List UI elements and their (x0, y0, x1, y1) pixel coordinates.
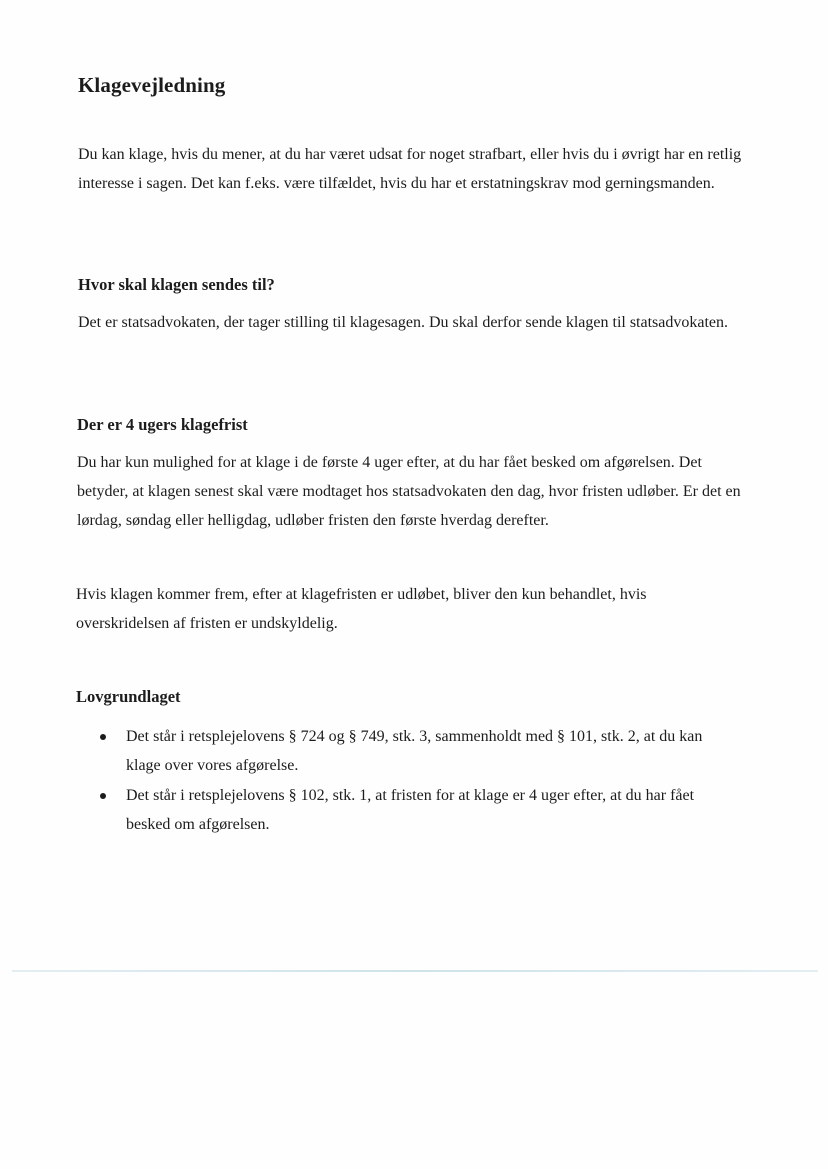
legal-basis-list (100, 722, 740, 840)
section-heading-recipient: Hvor skal klagen sendes til? (78, 275, 275, 294)
list-item-text: Det står i retsplejelovens § 724 og § 749, stk. 3, sammenholdt med § 101, stk. 2, at du kan klage over vores afgørelse. (126, 728, 703, 774)
intro-paragraph: Du kan klage, hvis du mener, at du har været udsat for noget strafbart, eller hvis du i øvrigt har en retlig interesse i sagen. Det kan f.eks. være tilfældet, hvis du har et erstatningskrav mod gerningsmanden. (78, 146, 742, 192)
document-title: Klagevejledning (78, 73, 226, 97)
page-divider (12, 970, 818, 972)
late-complaint-paragraph: Hvis klagen kommer frem, efter at klagefristen er udløbet, bliver den kun behandlet, hvis overskridelsen af fristen er undskyldelig. (76, 586, 647, 632)
section-heading-legal-basis: Lovgrundlaget (76, 687, 181, 706)
list-item (100, 781, 740, 839)
list-item-text: Det står i retsplejelovens § 102, stk. 1, at fristen for at klage er 4 uger efter, at du har fået besked om afgørelsen. (126, 787, 695, 833)
section-heading-deadline: Der er 4 ugers klagefrist (77, 415, 248, 434)
recipient-paragraph: Det er statsadvokaten, der tager stilling til klagesagen. Du skal derfor sende klagen til statsadvokaten. (78, 314, 729, 331)
bullet-icon (100, 793, 106, 799)
bullet-icon (100, 734, 106, 740)
deadline-paragraph: Du har kun mulighed for at klage i de første 4 uger efter, at du har fået besked om afgørelsen. Det betyder, at klagen senest skal være modtaget hos statsadvokaten den dag, hvor fristen udløber. Er det en lørdag, søndag eller helligdag, udløber fristen den første hverdag derefter. (77, 454, 741, 529)
list-item (100, 722, 740, 780)
